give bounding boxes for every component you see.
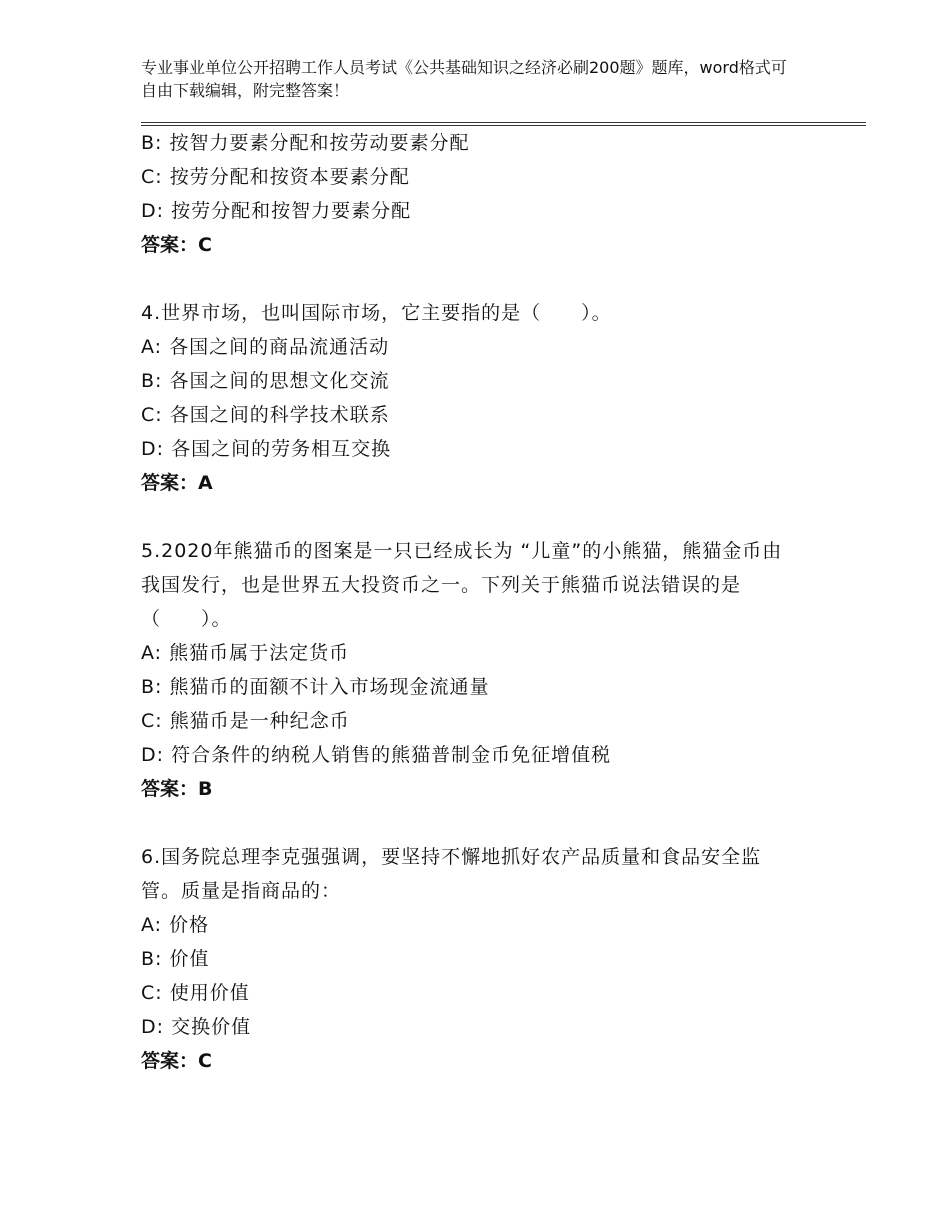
header-title: 专业事业单位公开招聘工作人员考试《公共基础知识之经济必刷200题》题库，word格式可自由下载编辑，附完整答案！	[141, 58, 787, 100]
question-stem: 4.世界市场，也叫国际市场，它主要指的是（ ）。	[141, 302, 612, 324]
document-header	[141, 56, 791, 102]
option-c: C: 各国之间的科学技术联系	[141, 404, 390, 426]
option-b: B: 按智力要素分配和按劳动要素分配	[141, 132, 470, 154]
answer: 答案：A	[141, 472, 213, 494]
answer: 答案：B	[141, 778, 213, 800]
question-stem: 6.国务院总理李克强强调，要坚持不懈地抓好农产品质量和食品安全监管。质量是指商品的：	[141, 846, 762, 902]
option-d: D: 各国之间的劳务相互交换	[141, 438, 392, 460]
option-a: A: 各国之间的商品流通活动	[141, 336, 390, 358]
answer: 答案：C	[141, 1050, 212, 1072]
option-d: D: 交换价值	[141, 1016, 252, 1038]
option-a: A: 价格	[141, 914, 210, 936]
option-c: C: 熊猫币是一种纪念币	[141, 710, 350, 732]
option-a: A: 熊猫币属于法定货币	[141, 642, 350, 664]
option-c: C: 按劳分配和按资本要素分配	[141, 166, 410, 188]
question-3-tail	[141, 126, 801, 262]
question-4	[141, 296, 801, 500]
answer: 答案：C	[141, 234, 212, 256]
option-d: D: 符合条件的纳税人销售的熊猫普制金币免征增值税	[141, 744, 612, 766]
option-c: C: 使用价值	[141, 982, 250, 1004]
option-b: B: 价值	[141, 948, 210, 970]
option-d: D: 按劳分配和按智力要素分配	[141, 200, 412, 222]
header-rule-top	[141, 122, 866, 123]
question-6	[141, 840, 801, 1078]
question-5	[141, 534, 801, 806]
document-body	[141, 126, 801, 1112]
option-b: B: 各国之间的思想文化交流	[141, 370, 390, 392]
option-b: B: 熊猫币的面额不计入市场现金流通量	[141, 676, 490, 698]
question-stem: 5.2020年熊猫币的图案是一只已经成长为 “儿童”的小熊猫，熊猫金币由我国发行，也是世界五大投资币之一。下列关于熊猫币说法错误的是（ ）。	[141, 540, 783, 630]
